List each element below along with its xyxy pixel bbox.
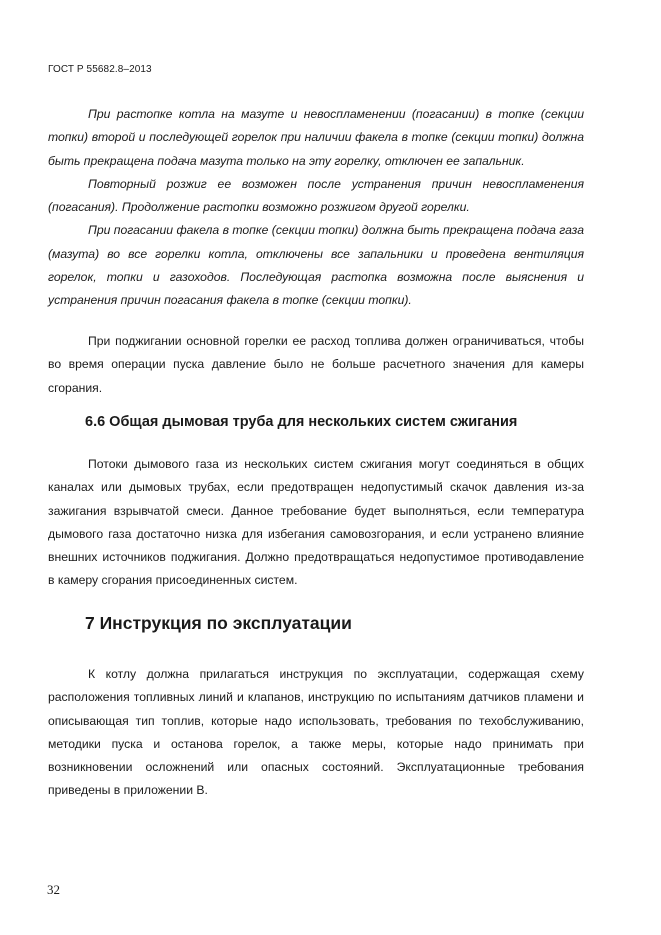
section-7-text	[48, 663, 584, 803]
paragraph-flue-gas: Потоки дымового газа из нескольких систем сжигания могут соединяться в общих каналах или дымовых трубах, если предотвращен недопустимый скачок давления из-за зажигания взрывчатой смеси. Данное требование будет выполняться, если температура дымового газа достаточно низка для избегания самовозгорания, и если устранено влияние внешних источников поджигания. Должно предотвращаться недопустимое противодавление в камеру сгорания присоединенных систем.	[48, 457, 584, 588]
section-6-5-normal-text	[48, 330, 584, 400]
section-6-6-text	[48, 453, 584, 593]
paragraph-reignition: Повторный розжиг ее возможен после устранения причин невоспламенения (погасания). Продолжение растопки возможно розжигом другой горелки.	[48, 176, 584, 215]
section-7-heading: 7 Инструкция по эксплуатации	[85, 613, 352, 633]
paragraph-flame-out: При погасании факела в топке (секции топки) должна быть прекращена подача газа (мазута) во все горелки котла, отключены все запальники и проведена вентиляция горелок, топки и газоходов. Последующая растопка возможна после выяснения и устранения причин погасания факела в топке (секции топки).	[48, 223, 584, 308]
paragraph-ignition-failure: При растопке котла на мазуте и невоспламенении (погасании) в топке (секции топки) второй и последующей горелок при наличии факела в топке (секции топки) должна быть прекращена подача мазута только на эту горелку, отключен ее запальник.	[48, 107, 584, 168]
paragraph-operating-instructions: К котлу должна прилагаться инструкция по эксплуатации, содержащая схему расположения топливных линий и клапанов, инструкцию по испытаниям датчиков пламени и описывающая тип топлив, которые надо использовать, требования по техобслуживанию, методики пуска и останова горелок, а также меры, которые надо принимать при возникновении осложнений или опасных состояний. Эксплуатационные требования приведены в приложении В.	[48, 667, 584, 798]
paragraph-main-burner: При поджигании основной горелки ее расход топлива должен ограничиваться, чтобы во время операции пуска давление было не больше расчетного значения для камеры сгорания.	[48, 334, 584, 395]
section-6-6-heading: 6.6 Общая дымовая труба для нескольких систем сжигания	[85, 414, 518, 430]
section-6-5-text	[48, 103, 584, 313]
document-code: ГОСТ Р 55682.8–2013	[48, 64, 152, 75]
page-number: 32	[47, 882, 60, 897]
